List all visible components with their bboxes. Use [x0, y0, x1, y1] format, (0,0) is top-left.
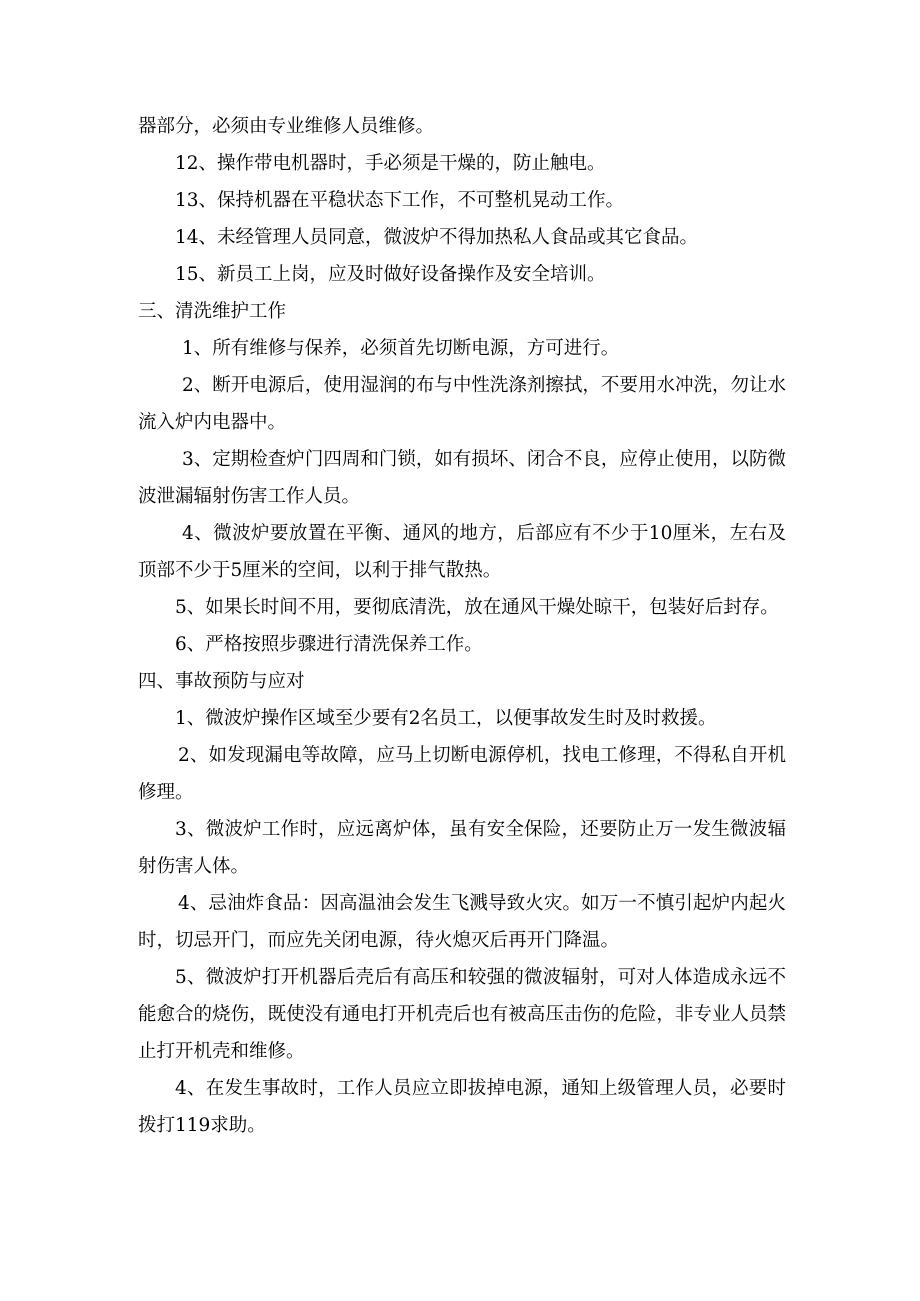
paragraph-accident-2: 2、如发现漏电等故障，应马上切断电源停机，找电工修理，不得私自开机修理。 [138, 745, 786, 803]
paragraph-cleaning-5: 5、如果长时间不用，要彻底清洗，放在通风干燥处晾干，包装好后封存。 [175, 597, 779, 618]
document-body [138, 108, 786, 1144]
paragraph-accident-3: 3、微波炉工作时，应远离炉体，虽有安全保险，还要防止万一发生微波辐射伤害人体。 [138, 819, 786, 877]
paragraph-cleaning-2: 2、断开电源后，使用湿润的布与中性洗涤剂擦拭，不要用水冲洗，勿让水流入炉内电器中。 [138, 375, 786, 433]
paragraph-accident-6: 4、在发生事故时，工作人员应立即拔掉电源，通知上级管理人员，必要时拨打119求助。 [138, 1078, 786, 1136]
paragraph-item-14: 14、未经管理人员同意，微波炉不得加热私人食品或其它食品。 [175, 227, 699, 248]
paragraph-cleaning-3: 3、定期检查炉门四周和门锁，如有损坏、闭合不良，应停止使用，以防微波泄漏辐射伤害工作人员。 [138, 449, 786, 507]
paragraph-item-13: 13、保持机器在平稳状态下工作，不可整机晃动工作。 [175, 190, 625, 211]
paragraph-item-12: 12、操作带电机器时，手必须是干燥的，防止触电。 [175, 153, 606, 174]
paragraph-cleaning-1: 1、所有维修与保养，必须首先切断电源，方可进行。 [182, 338, 620, 359]
paragraph-cleaning-4: 4、微波炉要放置在平衡、通风的地方，后部应有不少于10厘米，左右及顶部不少于5厘米的空间，以利于排气散热。 [138, 523, 786, 581]
paragraph-accident-4: 4、忌油炸食品：因高温油会发生飞溅导致火灾。如万一不慎引起炉内起火时，切忌开门，而应先关闭电源，待火熄灭后再开门降温。 [138, 893, 786, 951]
paragraph-continuation: 器部分，必须由专业维修人员维修。 [138, 116, 435, 137]
paragraph-accident-5: 5、微波炉打开机器后壳后有高压和较强的微波辐射，可对人体造成永远不能愈合的烧伤，既使没有通电打开机壳后也有被高压击伤的危险，非专业人员禁止打开机壳和维修。 [138, 967, 786, 1062]
section-heading-cleaning: 三、清洗维护工作 [138, 301, 287, 322]
section-heading-accident: 四、事故预防与应对 [138, 671, 305, 692]
paragraph-item-15: 15、新员工上岗，应及时做好设备操作及安全培训。 [175, 264, 606, 285]
paragraph-accident-1: 1、微波炉操作区域至少要有2名员工，以便事故发生时及时救援。 [175, 708, 717, 729]
paragraph-cleaning-6: 6、严格按照步骤进行清洗保养工作。 [175, 634, 483, 655]
